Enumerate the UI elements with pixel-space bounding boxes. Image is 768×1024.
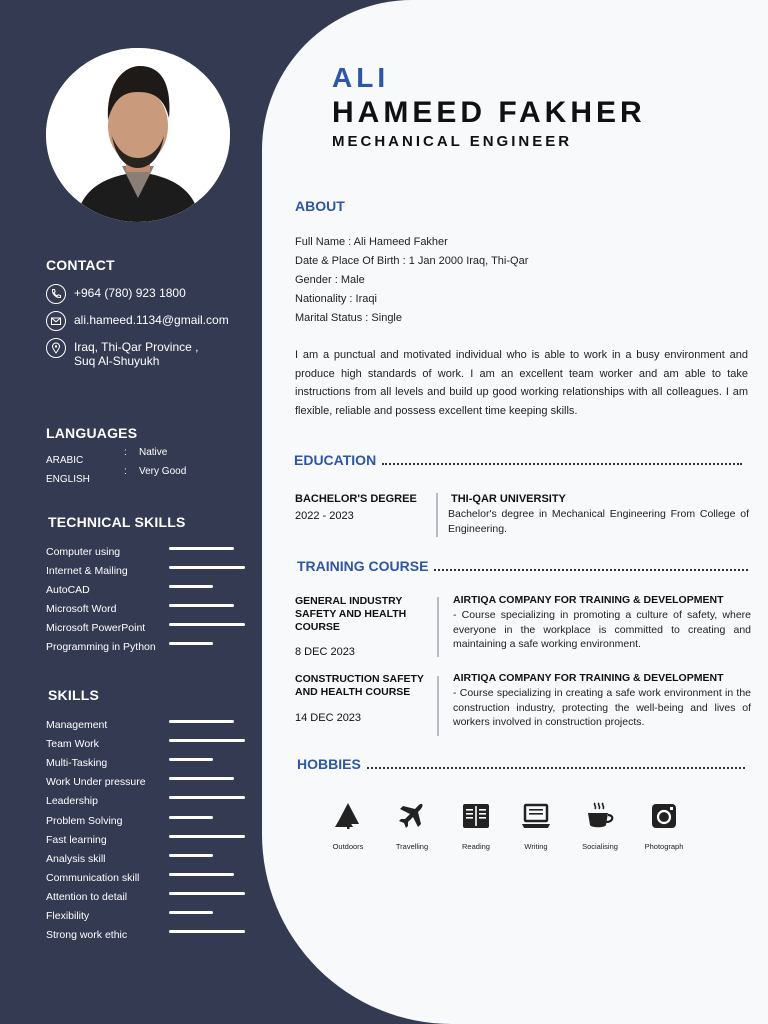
contact-heading: CONTACT xyxy=(46,257,115,273)
first-name: ALI xyxy=(332,62,390,93)
education-university: THI-QAR UNIVERSITY xyxy=(451,493,566,505)
skills-heading: SKILLS xyxy=(48,687,99,703)
tree-icon xyxy=(332,800,364,832)
section-divider xyxy=(382,455,742,465)
about-heading-text: ABOUT xyxy=(295,198,345,214)
language-name: ARABIC xyxy=(46,455,84,466)
training-heading xyxy=(297,558,748,574)
address-line-1: Iraq, Thi-Qar Province , xyxy=(74,340,199,354)
about-summary: I am a punctual and motivated individual who is able to work in a busy environment and produce high standards of work. I am an excellent team worker and am able to take instructions from all levels and build up good working relationships with all colleagues. I am flexible, reliable and possess excellent time keeping skills. xyxy=(295,349,748,417)
about-gender: Gender : Male xyxy=(295,274,365,286)
email-address[interactable]: ali.hameed.1134@gmail.com xyxy=(74,313,229,327)
language-separator: : xyxy=(124,447,127,458)
education-degree: BACHELOR'S DEGREE xyxy=(295,493,417,505)
skill-level-bar xyxy=(169,758,213,761)
training-description: - Course specializing in creating a safe work environment in the construction industry, protecting the well-being and lives of workers involved in construction projects. xyxy=(453,687,751,728)
training-course-name: CONSTRUCTION SAFETY AND HEALTH COURSE xyxy=(295,673,424,698)
skill-level-bar xyxy=(169,930,245,933)
hobby-label: Travelling xyxy=(395,842,429,851)
language-separator: : xyxy=(124,466,127,477)
training-divider xyxy=(437,597,439,657)
skill-name: Management xyxy=(46,719,108,731)
skill-level-bar xyxy=(169,642,213,645)
contact-phone xyxy=(46,284,186,304)
education-description: Bachelor's degree in Mechanical Engineering From College of Engineering. xyxy=(448,508,749,535)
hobby-label: Socialising xyxy=(582,842,618,851)
training-company: AIRTIQA COMPANY FOR TRAINING & DEVELOPMENT xyxy=(453,672,724,684)
section-divider xyxy=(434,561,748,571)
about-heading xyxy=(295,198,345,214)
skill-name: Microsoft Word xyxy=(46,603,117,615)
contact-email xyxy=(46,311,229,331)
education-divider xyxy=(436,493,438,537)
skill-name: Analysis skill xyxy=(46,852,106,865)
address-line-2: Suq Al-Shuyukh xyxy=(74,354,160,368)
training-course-name: GENERAL INDUSTRY SAFETY AND HEALTH COURSE xyxy=(295,595,407,633)
email-icon xyxy=(46,311,66,331)
skill-level-bar xyxy=(169,892,245,895)
language-level: Native xyxy=(139,447,168,458)
training-course-date: 8 DEC 2023 xyxy=(295,646,355,658)
hobby-photograph xyxy=(632,800,696,851)
skill-name: Leadership xyxy=(46,795,98,808)
camera-icon xyxy=(648,800,680,832)
section-divider xyxy=(367,759,745,769)
hobby-socialising xyxy=(568,800,632,851)
skill-name: Team Work xyxy=(46,738,99,751)
hobby-outdoors xyxy=(316,800,380,851)
language-level: Very Good xyxy=(139,466,187,477)
skill-level-bar xyxy=(169,835,245,838)
training-course-date: 14 DEC 2023 xyxy=(295,712,362,724)
phone-number[interactable]: +964 (780) 923 1800 xyxy=(74,286,186,300)
hobby-writing xyxy=(504,800,568,851)
about-birth: Date & Place Of Birth : 1 Jan 2000 Iraq, Thi-Qar xyxy=(295,255,529,267)
skill-name: Multi-Tasking xyxy=(46,757,108,770)
skill-level-bar xyxy=(169,854,213,857)
skill-level-bar xyxy=(169,777,234,780)
skill-level-bar xyxy=(169,816,213,819)
hobby-label: Reading xyxy=(462,842,490,851)
skill-name: Computer using xyxy=(46,546,121,558)
skill-name: Microsoft PowerPoint xyxy=(46,622,146,634)
skill-name: Programming in Python xyxy=(46,641,156,653)
book-icon xyxy=(460,800,492,832)
job-title: MECHANICAL ENGINEER xyxy=(332,133,573,150)
sidebar xyxy=(0,0,300,1024)
skill-name: Communication skill xyxy=(46,871,140,884)
airplane-icon xyxy=(396,800,428,832)
skill-name: Attention to detail xyxy=(46,890,128,903)
skill-name: Strong work ethic xyxy=(46,929,128,942)
skill-name: Flexibility xyxy=(46,910,90,922)
training-heading-text: TRAINING COURSE xyxy=(297,558,429,574)
technical-skills-heading: TECHNICAL SKILLS xyxy=(48,514,186,530)
training-divider xyxy=(437,676,439,736)
training-description: - Course specializing in promoting a culture of safety, where everyone in the workplace is committed to creating and maintaining a safe working environment. xyxy=(453,609,751,650)
about-nationality: Nationality : Iraqi xyxy=(295,293,377,305)
hobbies-heading-text: HOBBIES xyxy=(297,756,361,772)
about-marital: Marital Status : Single xyxy=(295,312,402,324)
profile-photo xyxy=(46,48,230,222)
hobbies-heading xyxy=(297,756,745,772)
languages-heading: LANGUAGES xyxy=(46,425,138,441)
person-portrait-icon xyxy=(46,48,230,222)
skill-level-bar xyxy=(169,796,245,799)
skill-level-bar xyxy=(169,604,234,607)
hobby-label: Writing xyxy=(524,842,548,851)
skill-level-bar xyxy=(169,547,234,550)
laptop-icon xyxy=(520,800,552,832)
skill-level-bar xyxy=(169,739,245,742)
education-years: 2022 - 2023 xyxy=(295,510,354,522)
skill-level-bar xyxy=(169,911,213,914)
training-company: AIRTIQA COMPANY FOR TRAINING & DEVELOPMENT xyxy=(453,594,724,606)
hobby-travelling xyxy=(380,800,444,851)
hobby-reading xyxy=(444,800,508,851)
skill-name: Work Under pressure xyxy=(46,776,146,789)
hobby-label: Outdoors xyxy=(332,842,364,851)
skill-level-bar xyxy=(169,720,234,723)
skill-level-bar xyxy=(169,585,213,588)
phone-icon xyxy=(46,284,66,304)
skill-level-bar xyxy=(169,873,234,876)
skill-name: Internet & Mailing xyxy=(46,565,128,577)
contact-address xyxy=(46,338,199,368)
about-full-name: Full Name : Ali Hameed Fakher xyxy=(295,236,448,248)
skill-level-bar xyxy=(169,623,245,626)
skill-name: Fast learning xyxy=(46,833,107,846)
skill-level-bar xyxy=(169,566,245,569)
location-pin-icon xyxy=(46,338,66,358)
hobby-label: Photograph xyxy=(644,842,684,851)
coffee-cup-icon xyxy=(584,800,616,832)
last-name: HAMEED FAKHER xyxy=(332,96,646,129)
language-name: ENGLISH xyxy=(46,474,90,485)
skill-name: Problem Solving xyxy=(46,814,123,827)
education-heading xyxy=(294,452,742,468)
skill-name: AutoCAD xyxy=(46,584,90,596)
education-heading-text: EDUCATION xyxy=(294,452,377,468)
